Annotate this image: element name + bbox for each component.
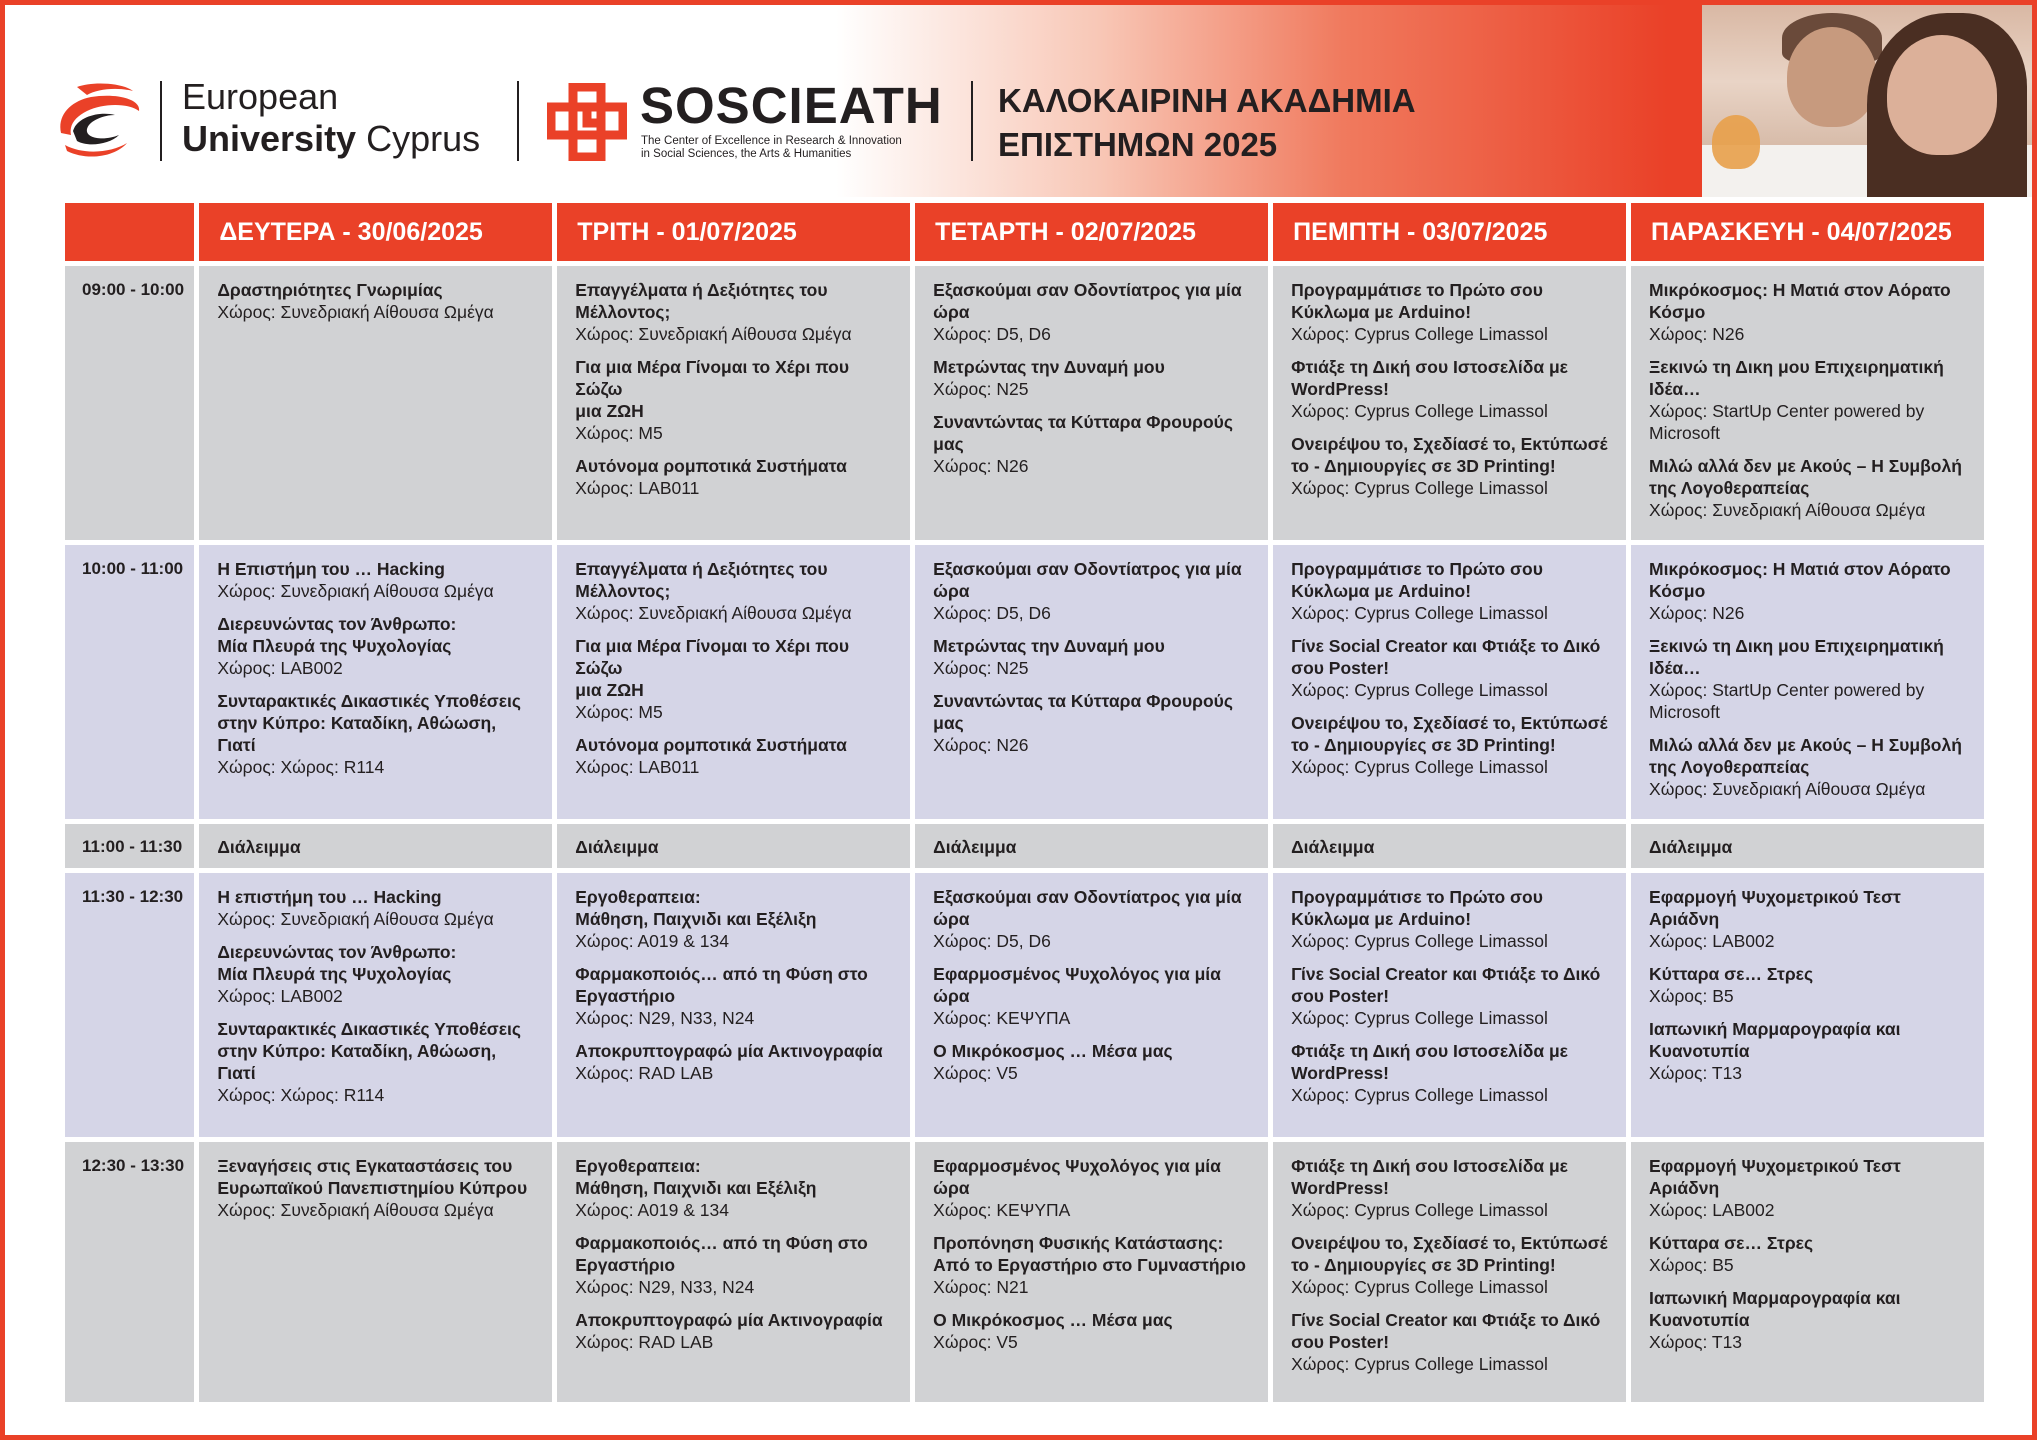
day-header: ΠΑΡΑΣΚΕΥΗ - 04/07/2025 [1631, 203, 1984, 261]
session-item [933, 558, 1250, 624]
session-item [575, 963, 892, 1029]
session-item [217, 1018, 534, 1106]
soscieath-tagline [641, 135, 961, 161]
session-room: Χώρος: Cyprus College Limassol [1291, 931, 1548, 951]
photo-flask [1712, 115, 1760, 169]
session-item [933, 1155, 1250, 1221]
session-title: Εργοθεραπεια: Μάθηση, Παιχνιδι και Εξέλιξη [575, 887, 817, 929]
soscieath-divider [517, 81, 519, 161]
break-cell: Διάλειμμα [1273, 824, 1626, 868]
session-item [933, 963, 1250, 1029]
day-header-row [65, 203, 1984, 261]
eu-logo-icon [57, 81, 141, 161]
session-item [1291, 963, 1608, 1029]
session-room: Χώρος: ΚΕΨΥΠΑ [933, 1200, 1071, 1220]
session-title: Κύτταρα σε… Στρες [1649, 1233, 1814, 1253]
session-item [933, 1309, 1250, 1353]
session-title: Εργοθεραπεια: Μάθηση, Παιχνιδι και Εξέλιξη [575, 1156, 817, 1198]
session-room: Χώρος: N29, N33, N24 [575, 1008, 755, 1028]
session-room: Χώρος: Συνεδριακή Αίθουσα Ωμέγα [217, 909, 494, 929]
session-room: Χώρος: Cyprus College Limassol [1291, 680, 1548, 700]
academy-divider [971, 81, 973, 161]
session-title: Δραστηριότητες Γνωριμίας [217, 280, 443, 300]
session-item [1291, 558, 1608, 624]
session-cell [1631, 266, 1984, 540]
session-title: Εφαρμογή Ψυχομετρικού Τεστ Αριάδνη [1649, 1156, 1901, 1198]
session-room: Χώρος: Συνεδριακή Αίθουσα Ωμέγα [1649, 779, 1926, 799]
session-item [1291, 1309, 1608, 1375]
session-title: Μικρόκοσμος: Η Ματιά στον Αόρατο Κόσμο [1649, 559, 1951, 601]
session-title: Φαρμακοποιός… από τη Φύση στο Εργαστήριο [575, 1233, 868, 1275]
soscieath-tagline-line1: The Center of Excellence in Research & Innovation [641, 135, 902, 147]
time-slot-row [65, 545, 1984, 819]
session-title: Προγραμμάτισε το Πρώτο σου Κύκλωμα με Arduino! [1291, 280, 1543, 322]
session-room: Χώρος: Cyprus College Limassol [1291, 1085, 1548, 1105]
session-cell [1631, 545, 1984, 819]
session-cell [199, 873, 552, 1137]
session-item [933, 356, 1250, 400]
session-title: Γίνε Social Creator και Φτιάξε το Δικό σου Poster! [1291, 1310, 1601, 1352]
session-title: Μιλώ αλλά δεν με Ακούς – Η Συμβολή της Λογοθεραπείας [1649, 735, 1962, 777]
session-room: Χώρος: Συνεδριακή Αίθουσα Ωμέγα [217, 302, 494, 322]
break-row [65, 824, 1984, 868]
session-room: Χώρος: Μ5 [575, 702, 663, 722]
session-cell [915, 873, 1268, 1137]
photo-girl-face [1887, 35, 1997, 155]
session-item [1649, 635, 1966, 723]
time-slot-label: 10:00 - 11:00 [65, 545, 194, 819]
break-cell: Διάλειμμα [557, 824, 910, 868]
session-room: Χώρος: D5, D6 [933, 603, 1051, 623]
session-item [575, 279, 892, 345]
session-room: Χώρος: LAB002 [217, 658, 343, 678]
session-title: Ιαπωνική Μαρμαρογραφία και Κυανοτυπία [1649, 1288, 1901, 1330]
session-item [575, 356, 892, 444]
session-item [933, 886, 1250, 952]
session-cell [557, 266, 910, 540]
session-cell [557, 1142, 910, 1402]
time-slot-label: 11:00 - 11:30 [65, 824, 194, 868]
day-header: ΤΕΤΑΡΤΗ - 02/07/2025 [915, 203, 1268, 261]
session-title: Ο Μικρόκοσμος … Μέσα μας [933, 1310, 1173, 1330]
session-room: Χώρος: N26 [933, 456, 1029, 476]
session-room: Χώρος: D5, D6 [933, 324, 1051, 344]
session-title: Μιλώ αλλά δεν με Ακούς – Η Συμβολή της Λογοθεραπείας [1649, 456, 1962, 498]
academy-title-line1: ΚΑΛΟΚΑΙΡΙΝΗ ΑΚΑΔΗΜΙΑ [998, 82, 1416, 119]
time-slot-row [65, 873, 1984, 1137]
session-title: Εφαρμοσμένος Ψυχολόγος για μία ώρα [933, 964, 1221, 1006]
session-title: Γίνε Social Creator και Φτιάξε το Δικό σου Poster! [1291, 636, 1601, 678]
session-room: Χώρος: ΚΕΨΥΠΑ [933, 1008, 1071, 1028]
session-room: Χώρος: N26 [1649, 324, 1745, 344]
time-header-cell [65, 203, 194, 261]
eu-name-cyprus: Cyprus [356, 118, 481, 159]
session-item [575, 635, 892, 723]
session-cell [1273, 545, 1626, 819]
session-room: Χώρος: Β5 [1649, 986, 1734, 1006]
session-item [1291, 1155, 1608, 1221]
soscieath-tagline-line2: in Social Sciences, the Arts & Humanities [641, 148, 852, 160]
session-title: Διερευνώντας τον Άνθρωπο: Μία Πλευρά της Ψυχολογίας [217, 614, 457, 656]
session-room: Χώρος: LAB002 [1649, 1200, 1775, 1220]
session-title: Για μια Μέρα Γίνομαι το Χέρι που Σώζω μια ΖΩΗ [575, 357, 850, 421]
session-room: Χώρος: N26 [1649, 603, 1745, 623]
session-item [1649, 886, 1966, 952]
session-title: Προγραμμάτισε το Πρώτο σου Κύκλωμα με Arduino! [1291, 887, 1543, 929]
day-header: ΠΕΜΠΤΗ - 03/07/2025 [1273, 203, 1626, 261]
session-item [933, 690, 1250, 756]
session-cell [1273, 1142, 1626, 1402]
session-room: Χώρος: LAB011 [575, 757, 700, 777]
session-item [217, 690, 534, 778]
eu-name-line2 [182, 118, 480, 160]
session-title: Συναντώντας τα Κύτταρα Φρουρούς μας [933, 412, 1233, 454]
session-room: Χώρος: Α019 & 134 [575, 1200, 729, 1220]
time-slot-row [65, 266, 1984, 540]
academy-title-line2: ΕΠΙΣΤΗΜΩΝ 2025 [998, 126, 1278, 163]
session-item [1649, 279, 1966, 345]
session-room: Χώρος: V5 [933, 1332, 1018, 1352]
session-room: Χώρος: N25 [933, 379, 1029, 399]
schedule-table [65, 203, 1984, 1407]
day-header: ΔΕΥΤΕΡΑ - 30/06/2025 [199, 203, 552, 261]
session-item [1649, 1232, 1966, 1276]
session-room: Χώρος: Α019 & 134 [575, 931, 729, 951]
session-title: Αποκρυπτογραφώ μία Ακτινογραφία [575, 1041, 883, 1061]
session-item [1649, 1155, 1966, 1221]
day-header: ΤΡΙΤΗ - 01/07/2025 [557, 203, 910, 261]
session-title: Εξασκούμαι σαν Οδοντίατρος για μία ώρα [933, 280, 1242, 322]
session-title: Εξασκούμαι σαν Οδοντίατρος για μία ώρα [933, 887, 1242, 929]
session-room: Χώρος: Β5 [1649, 1255, 1734, 1275]
session-title: Αυτόνομα ρομποτικά Συστήματα [575, 456, 847, 476]
session-item [575, 886, 892, 952]
session-title: Κύτταρα σε… Στρες [1649, 964, 1814, 984]
session-room: Χώρος: Τ13 [1649, 1332, 1743, 1352]
session-item [1649, 558, 1966, 624]
session-item [933, 1232, 1250, 1298]
session-room: Χώρος: N26 [933, 735, 1029, 755]
session-item [1649, 455, 1966, 521]
session-room: Χώρος: Cyprus College Limassol [1291, 1008, 1548, 1028]
session-room: Χώρος: Cyprus College Limassol [1291, 401, 1548, 421]
session-item [1649, 734, 1966, 800]
session-title: Ξεκινώ τη Δικη μου Επιχειρηματική Ιδέα… [1649, 357, 1944, 399]
session-title: Ονειρέψου το, Σχεδίασέ το, Εκτύπωσέ το - Δημιουργίες σε 3D Printing! [1291, 1233, 1608, 1275]
session-item [1649, 1018, 1966, 1084]
session-item [1291, 1232, 1608, 1298]
session-item [575, 1309, 892, 1353]
session-title: Συνταρακτικές Δικαστικές Υποθέσεις στην Κύπρο: Καταδίκη, Αθώωση, Γιατί [217, 1019, 521, 1083]
photo-boy-face [1787, 27, 1877, 127]
session-item [217, 613, 534, 679]
session-title: Αποκρυπτογραφώ μία Ακτινογραφία [575, 1310, 883, 1330]
session-title: Ξεκινώ τη Δικη μου Επιχειρηματική Ιδέα… [1649, 636, 1944, 678]
session-item [575, 1155, 892, 1221]
session-item [217, 941, 534, 1007]
session-room: Χώρος: Cyprus College Limassol [1291, 324, 1548, 344]
session-title: Φαρμακοποιός… από τη Φύση στο Εργαστήριο [575, 964, 868, 1006]
session-title: Ξεναγήσεις στις Εγκαταστάσεις του Ευρωπαϊκού Πανεπιστημίου Κύπρου [217, 1156, 528, 1198]
break-cell: Διάλειμμα [1631, 824, 1984, 868]
soscieath-logo-icon [547, 83, 627, 161]
session-title: Για μια Μέρα Γίνομαι το Χέρι που Σώζω μια ΖΩΗ [575, 636, 850, 700]
session-cell [1273, 873, 1626, 1137]
session-room: Χώρος: LAB011 [575, 478, 700, 498]
session-room: Χώρος: LAB002 [217, 986, 343, 1006]
session-room: Χώρος: Cyprus College Limassol [1291, 1200, 1548, 1220]
time-slot-label: 11:30 - 12:30 [65, 873, 194, 1137]
session-title: Αυτόνομα ρομποτικά Συστήματα [575, 735, 847, 755]
session-item [1291, 1040, 1608, 1106]
session-room: Χώρος: Συνεδριακή Αίθουσα Ωμέγα [575, 603, 852, 623]
session-title: Εφαρμογή Ψυχομετρικού Τεστ Αριάδνη [1649, 887, 1901, 929]
session-room: Χώρος: V5 [933, 1063, 1018, 1083]
session-title: Φτιάξε τη Δική σου Ιστοσελίδα με WordPress! [1291, 1041, 1568, 1083]
session-room: Χώρος: N29, N33, N24 [575, 1277, 755, 1297]
session-title: Προγραμμάτισε το Πρώτο σου Κύκλωμα με Arduino! [1291, 559, 1543, 601]
session-room: Χώρος: Cyprus College Limassol [1291, 757, 1548, 777]
session-item [1649, 963, 1966, 1007]
session-item [1291, 356, 1608, 422]
session-item [1291, 712, 1608, 778]
session-item [1291, 635, 1608, 701]
eu-name-university: University [182, 118, 357, 159]
session-room: Χώρος: RAD LAB [575, 1332, 714, 1352]
academy-title [998, 79, 1416, 167]
session-room: Χώρος: Συνεδριακή Αίθουσα Ωμέγα [217, 581, 494, 601]
session-item [933, 1040, 1250, 1084]
session-item [575, 558, 892, 624]
eu-name [182, 76, 480, 160]
time-slot-label: 12:30 - 13:30 [65, 1142, 194, 1402]
session-room: Χώρος: D5, D6 [933, 931, 1051, 951]
session-room: Χώρος: StartUp Center powered by Microsoft [1649, 401, 1925, 443]
session-item [217, 558, 534, 602]
session-room: Χώρος: Μ5 [575, 423, 663, 443]
session-item [933, 411, 1250, 477]
session-item [217, 1155, 534, 1221]
session-item [575, 455, 892, 499]
session-title: Φτιάξε τη Δική σου Ιστοσελίδα με WordPress! [1291, 1156, 1568, 1198]
session-room: Χώρος: N25 [933, 658, 1029, 678]
session-item [1291, 279, 1608, 345]
session-room: Χώρος: Τ13 [1649, 1063, 1743, 1083]
session-item [1291, 886, 1608, 952]
session-cell [915, 1142, 1268, 1402]
session-cell [199, 266, 552, 540]
students-photo [1702, 5, 2032, 197]
session-title: Επαγγέλματα ή Δεξιότητες του Μέλλοντος; [575, 559, 828, 601]
session-title: Ιαπωνική Μαρμαρογραφία και Κυανοτυπία [1649, 1019, 1901, 1061]
session-cell [199, 1142, 552, 1402]
session-cell [199, 545, 552, 819]
session-title: Γίνε Social Creator και Φτιάξε το Δικό σου Poster! [1291, 964, 1601, 1006]
session-cell [915, 545, 1268, 819]
session-title: Εφαρμοσμένος Ψυχολόγος για μία ώρα [933, 1156, 1221, 1198]
session-item [575, 1040, 892, 1084]
session-room: Χώρος: LAB002 [1649, 931, 1775, 951]
session-title: Ο Μικρόκοσμος … Μέσα μας [933, 1041, 1173, 1061]
session-item [1649, 356, 1966, 444]
header-banner [5, 5, 2032, 197]
session-room: Χώρος: Cyprus College Limassol [1291, 478, 1548, 498]
session-item [933, 279, 1250, 345]
session-cell [1631, 873, 1984, 1137]
session-room: Χώρος: StartUp Center powered by Microsoft [1649, 680, 1925, 722]
session-title: Συναντώντας τα Κύτταρα Φρουρούς μας [933, 691, 1233, 733]
session-cell [557, 545, 910, 819]
session-item [575, 734, 892, 778]
eu-name-line1: European [182, 76, 339, 117]
break-cell: Διάλειμμα [915, 824, 1268, 868]
session-room: Χώρος: Συνεδριακή Αίθουσα Ωμέγα [575, 324, 852, 344]
session-item [933, 635, 1250, 679]
session-title: Ονειρέψου το, Σχεδίασέ το, Εκτύπωσέ το - Δημιουργίες σε 3D Printing! [1291, 434, 1608, 476]
session-room: Χώρος: Χώρος: R114 [217, 757, 385, 777]
time-slot-row [65, 1142, 1984, 1402]
session-room: Χώρος: Χώρος: R114 [217, 1085, 385, 1105]
session-room: Χώρος: N21 [933, 1277, 1029, 1297]
session-room: Χώρος: Cyprus College Limassol [1291, 603, 1548, 623]
session-cell [915, 266, 1268, 540]
session-title: Μετρώντας την Δυναμή μου [933, 357, 1165, 377]
session-item [217, 886, 534, 930]
session-room: Χώρος: Cyprus College Limassol [1291, 1354, 1548, 1374]
session-item [1291, 433, 1608, 499]
session-room: Χώρος: Συνεδριακή Αίθουσα Ωμέγα [217, 1200, 494, 1220]
session-item [217, 279, 534, 323]
session-cell [1631, 1142, 1984, 1402]
time-slot-label: 09:00 - 10:00 [65, 266, 194, 540]
session-title: Μετρώντας την Δυναμή μου [933, 636, 1165, 656]
session-cell [1273, 266, 1626, 540]
break-cell: Διάλειμμα [199, 824, 552, 868]
eu-divider [160, 81, 162, 161]
soscieath-name: SOSCIEATH [640, 77, 943, 134]
session-title: Επαγγέλματα ή Δεξιότητες του Μέλλοντος; [575, 280, 828, 322]
session-title: Μικρόκοσμος: Η Ματιά στον Αόρατο Κόσμο [1649, 280, 1951, 322]
session-room: Χώρος: RAD LAB [575, 1063, 714, 1083]
session-title: Φτιάξε τη Δική σου Ιστοσελίδα με WordPress! [1291, 357, 1568, 399]
session-title: Η επιστήμη του … Hacking [217, 887, 442, 907]
session-title: Ονειρέψου το, Σχεδίασέ το, Εκτύπωσέ το - Δημιουργίες σε 3D Printing! [1291, 713, 1608, 755]
session-room: Χώρος: Cyprus College Limassol [1291, 1277, 1548, 1297]
session-title: Διερευνώντας τον Άνθρωπο: Μία Πλευρά της Ψυχολογίας [217, 942, 457, 984]
session-item [575, 1232, 892, 1298]
session-room: Χώρος: Συνεδριακή Αίθουσα Ωμέγα [1649, 500, 1926, 520]
session-title: Συνταρακτικές Δικαστικές Υποθέσεις στην Κύπρο: Καταδίκη, Αθώωση, Γιατί [217, 691, 521, 755]
session-cell [557, 873, 910, 1137]
session-title: Προπόνηση Φυσικής Κατάστασης: Από το Εργαστήριο στο Γυμναστήριο [933, 1233, 1246, 1275]
session-title: Εξασκούμαι σαν Οδοντίατρος για μία ώρα [933, 559, 1242, 601]
session-title: Η Επιστήμη του … Hacking [217, 559, 445, 579]
session-item [1649, 1287, 1966, 1353]
